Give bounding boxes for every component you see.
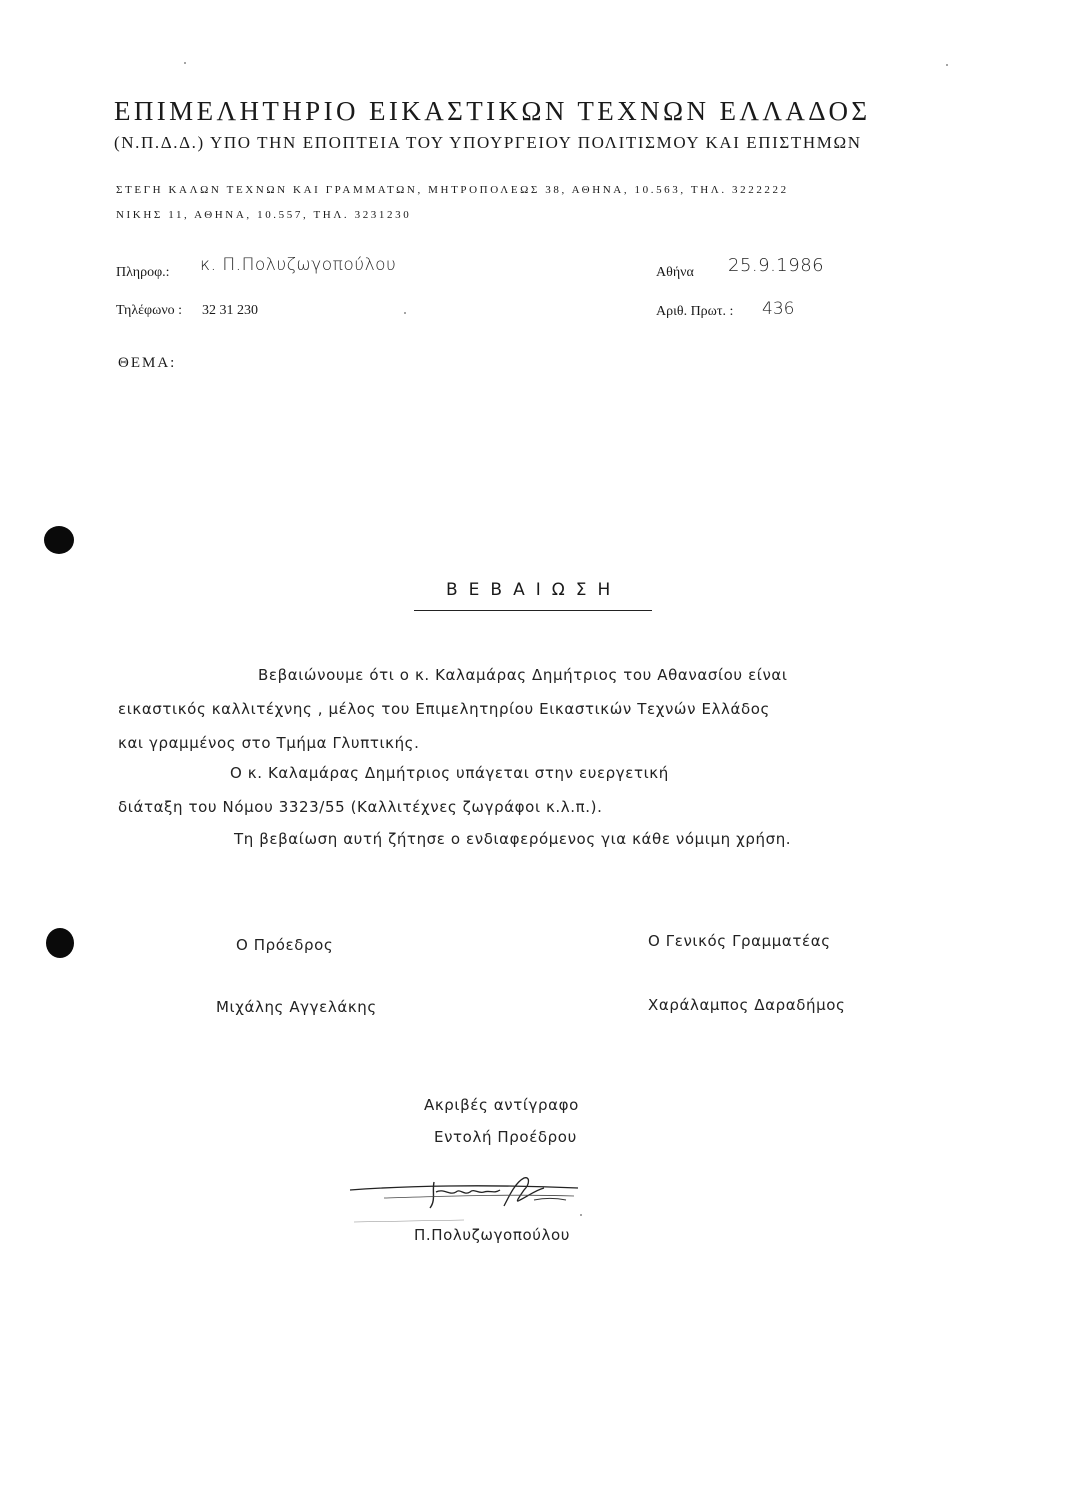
president-name: Μιχάλης Αγγελάκης bbox=[216, 998, 377, 1016]
heading-underline bbox=[414, 610, 652, 611]
certificate-line: εικαστικός καλλιτέχνης , μέλος του Επιμελητηρίου Εικαστικών Τεχνών Ελλάδος bbox=[118, 700, 770, 718]
scan-speck bbox=[580, 1214, 582, 1216]
certificate-line: διάταξη του Νόμου 3323/55 (Καλλιτέχνες ζωγράφοι κ.λ.π.). bbox=[118, 798, 603, 816]
certificate-line: Τη βεβαίωση αυτή ζήτησε ο ενδιαφερόμενος για κάθε νόμιμη χρήση. bbox=[234, 830, 792, 848]
letterhead-subtitle: (Ν.Π.Δ.Δ.) ΥΠΟ ΤΗΝ ΕΠΟΠΤΕΙΑ ΤΟΥ ΥΠΟΥΡΓΕΙΟΥ ΠΟΛΙΤΙΣΜΟΥ ΚΑΙ ΕΠΙΣΤΗΜΩΝ bbox=[114, 133, 862, 152]
certificate-line: και γραμμένος στο Τμήμα Γλυπτικής. bbox=[118, 734, 420, 752]
letterhead-address-line-1: ΣΤΕΓΗ ΚΑΛΩΝ ΤΕΧΝΩΝ ΚΑΙ ΓΡΑΜΜΑΤΩΝ, ΜΗΤΡΟΠΟΛΕΩΣ 38, ΑΘΗΝΑ, 10.563, ΤΗΛ. 3222222 bbox=[116, 184, 789, 196]
scan-speck bbox=[184, 62, 186, 64]
phone-label: Τηλέφωνο : bbox=[116, 303, 183, 318]
protocol-value: 436 bbox=[762, 299, 795, 319]
info-label: Πληροφ.: bbox=[116, 265, 170, 280]
protocol-label: Αριθ. Πρωτ. : bbox=[656, 304, 734, 319]
handwritten-signature bbox=[344, 1170, 584, 1230]
copy-signer-name: Π.Πολυζωγοπούλου bbox=[414, 1226, 571, 1244]
subject-label: ΘΕΜΑ: bbox=[118, 355, 177, 371]
secretary-title: Ο Γενικός Γραμματέας bbox=[648, 932, 831, 950]
certificate-line: Ο κ. Καλαμάρας Δημήτριος υπάγεται στην ευεργετική bbox=[230, 764, 669, 782]
city-label: Αθήνα bbox=[656, 265, 694, 280]
phone-value: 32 31 230 bbox=[202, 303, 258, 318]
punch-hole-top bbox=[44, 526, 74, 554]
exact-copy-label: Ακριβές αντίγραφο bbox=[424, 1096, 579, 1114]
scan-speck bbox=[946, 64, 948, 66]
info-value: κ. Π.Πολυζωγοπούλου bbox=[200, 255, 397, 275]
certificate-line: Βεβαιώνουμε ότι ο κ. Καλαμάρας Δημήτριος του Αθανασίου είναι bbox=[258, 666, 788, 684]
order-label: Εντολή Προέδρου bbox=[434, 1128, 577, 1146]
date-value: 25.9.1986 bbox=[728, 255, 825, 276]
punch-hole-bottom bbox=[46, 928, 74, 958]
secretary-name: Χαράλαμπος Δαραδήμος bbox=[648, 996, 846, 1014]
letterhead-address-line-2: ΝΙΚΗΣ 11, ΑΘΗΝΑ, 10.557, ΤΗΛ. 3231230 bbox=[116, 209, 412, 221]
scan-speck bbox=[404, 312, 406, 314]
president-title: Ο Πρόεδρος bbox=[236, 936, 334, 954]
certificate-heading: ΒΕΒΑΙΩΣΗ bbox=[446, 580, 622, 600]
letterhead-title: ΕΠΙΜΕΛΗΤΗΡΙΟ ΕΙΚΑΣΤΙΚΩΝ ΤΕΧΝΩΝ ΕΛΛΑΔΟΣ bbox=[114, 96, 871, 126]
